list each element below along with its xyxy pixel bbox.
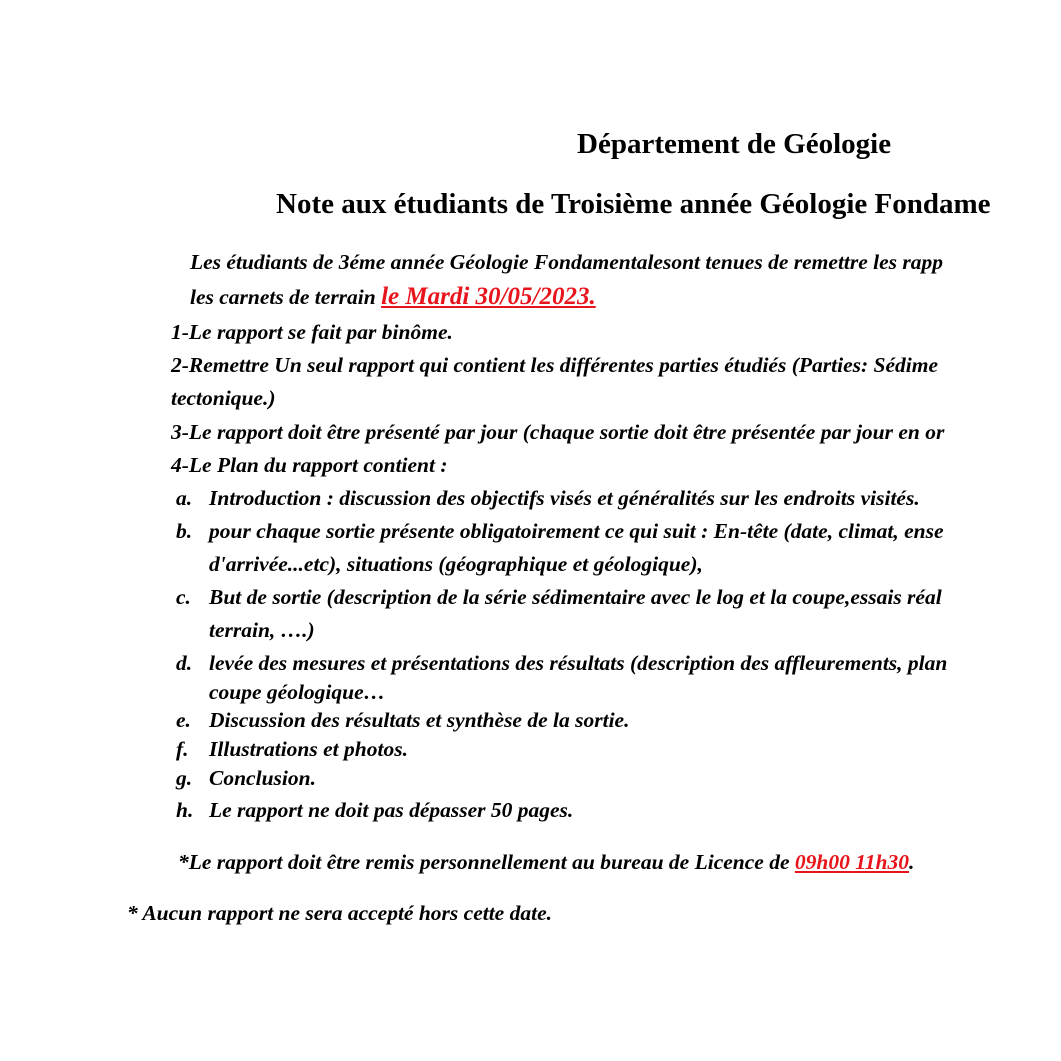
plan-item-a-text: Introduction : discussion des objectifs visés et généralités sur les endroits visités. <box>209 486 920 510</box>
plan-item-c-text-2: terrain, ….) <box>209 618 315 642</box>
rule-1: 1-Le rapport se fait par binôme. <box>171 320 453 344</box>
rule-2-line-1: 2-Remettre Un seul rapport qui contient les différentes parties étudiés (Parties: Sédime <box>171 353 938 377</box>
plan-item-c-marker: c. <box>176 585 191 609</box>
rule-2-line-2: tectonique.) <box>171 386 276 410</box>
remit-time: 09h00 11h30 <box>794 850 909 874</box>
plan-item-d-text-1: levée des mesures et présentations des résultats (description des affleurements, plan <box>209 651 948 675</box>
remit-note-prefix: *Le rapport doit être remis personnellement au bureau de Licence de <box>178 850 795 874</box>
intro-line-2-prefix: les carnets de terrain <box>190 285 382 309</box>
note-title: Note aux étudiants de Troisième année Géologie Fondame <box>276 188 991 220</box>
plan-item-a-marker: a. <box>176 486 193 510</box>
plan-item-b-text-1: pour chaque sortie présente obligatoirement ce qui suit : En-tête (date, climat, ense <box>209 519 944 543</box>
plan-item-h-text: Le rapport ne doit pas dépasser 50 pages. <box>209 798 574 822</box>
plan-item-e-text: Discussion des résultats et synthèse de la sortie. <box>209 708 630 732</box>
remit-note-suffix: . <box>909 850 915 874</box>
plan-item-d-text-2: coupe géologique… <box>209 680 386 704</box>
intro-line-2 <box>190 283 596 311</box>
plan-item-h-marker: h. <box>176 798 194 822</box>
plan-item-d-marker: d. <box>176 651 193 675</box>
plan-item-b-marker: b. <box>176 519 193 543</box>
remit-note <box>178 850 914 875</box>
rule-4: 4-Le Plan du rapport contient : <box>171 453 448 477</box>
department-title: Département de Géologie <box>577 128 892 160</box>
plan-item-f-marker: f. <box>176 737 189 761</box>
plan-item-g-text: Conclusion. <box>209 766 316 790</box>
plan-item-g-marker: g. <box>176 766 193 790</box>
plan-item-f-text: Illustrations et photos. <box>209 737 408 761</box>
plan-item-b-text-2: d'arrivée...etc), situations (géographique et géologique), <box>209 552 703 576</box>
intro-line-1: Les étudiants de 3éme année Géologie Fondamentalesont tenues de remettre les rapp <box>190 250 944 274</box>
warning-note: * Aucun rapport ne sera accepté hors cette date. <box>127 901 552 925</box>
rule-3: 3-Le rapport doit être présenté par jour (chaque sortie doit être présentée par jour en or <box>171 420 945 444</box>
deadline-date: le Mardi 30/05/2023. <box>381 283 596 310</box>
plan-item-e-marker: e. <box>176 708 191 732</box>
plan-item-c-text-1: But de sortie (description de la série sédimentaire avec le log et la coupe,essais réal <box>209 585 942 609</box>
